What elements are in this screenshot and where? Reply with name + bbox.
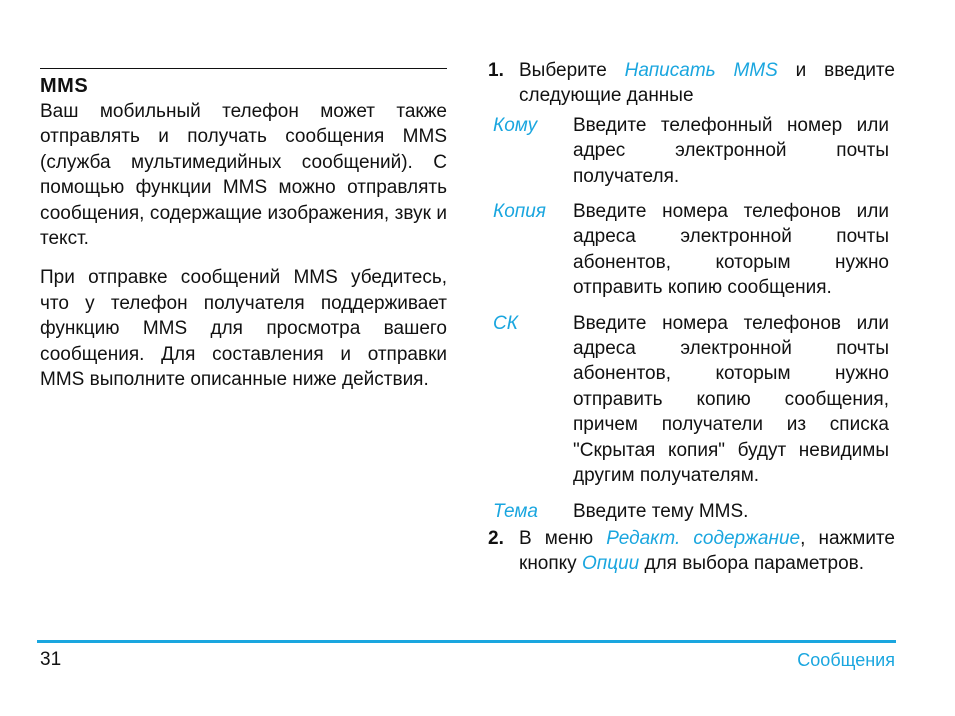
intro-paragraph: Ваш мобильный телефон может также отправлять и получать сообщения MMS (служба мультимедийных сообщений). С помощью функции MMS можно отправлять сообщения, содержащие изображения, звук и текст. [40, 101, 447, 250]
menu-item-reference: Написать MMS [624, 60, 778, 81]
right-column [488, 58, 895, 577]
field-row-subject [493, 499, 895, 524]
step-text-post: и введите следующие данные [519, 60, 895, 107]
chapter-name: Сообщения [797, 650, 895, 670]
step-text [519, 58, 895, 109]
step-1 [488, 58, 895, 109]
field-description: Введите номера телефонов или адреса электронной почты абонентов, которым нужно отправить копию сообщения. [573, 201, 889, 299]
page-number: 31 [40, 649, 62, 670]
step-2 [488, 526, 895, 577]
field-description: Введите номера телефонов или адреса электронной почты абонентов, которым нужно отправить копию сообщения, причем получатели из списка "Скрытая копия" будут невидимы другим получателям. [573, 312, 889, 487]
field-description: Введите телефонный номер или адрес электронной почты получателя. [573, 114, 889, 187]
step-number: 1. [488, 60, 504, 81]
section-title: MMS [40, 75, 89, 97]
field-name: СК [493, 312, 518, 334]
step-text-pre: Выберите [519, 60, 625, 81]
step-number: 2. [488, 527, 504, 549]
left-column [40, 68, 447, 406]
footer-rule [37, 640, 896, 643]
field-name: Кому [493, 114, 538, 136]
section-rule [40, 68, 447, 69]
menu-item-reference: Редакт. содержание [606, 527, 801, 549]
step-text-mid: , нажмите кнопку [519, 527, 895, 575]
field-row-to [493, 113, 895, 189]
field-name: Тема [493, 500, 538, 522]
field-list [493, 113, 895, 524]
options-button-reference: Опции [581, 553, 640, 575]
field-row-bcc [493, 311, 895, 489]
step-text [519, 526, 895, 577]
field-name: Копия [493, 201, 546, 223]
field-description: Введите тему MMS. [573, 500, 749, 522]
step-text-post: для выбора параметров. [639, 553, 865, 575]
field-row-cc [493, 199, 895, 301]
step-text-pre: В меню [519, 527, 607, 549]
instruction-paragraph: При отправке сообщений MMS убедитесь, что у телефон получателя поддерживает функцию MMS для просмотра вашего сообщения. Для составления и отправки MMS выполните описанные ниже действия. [40, 267, 447, 391]
